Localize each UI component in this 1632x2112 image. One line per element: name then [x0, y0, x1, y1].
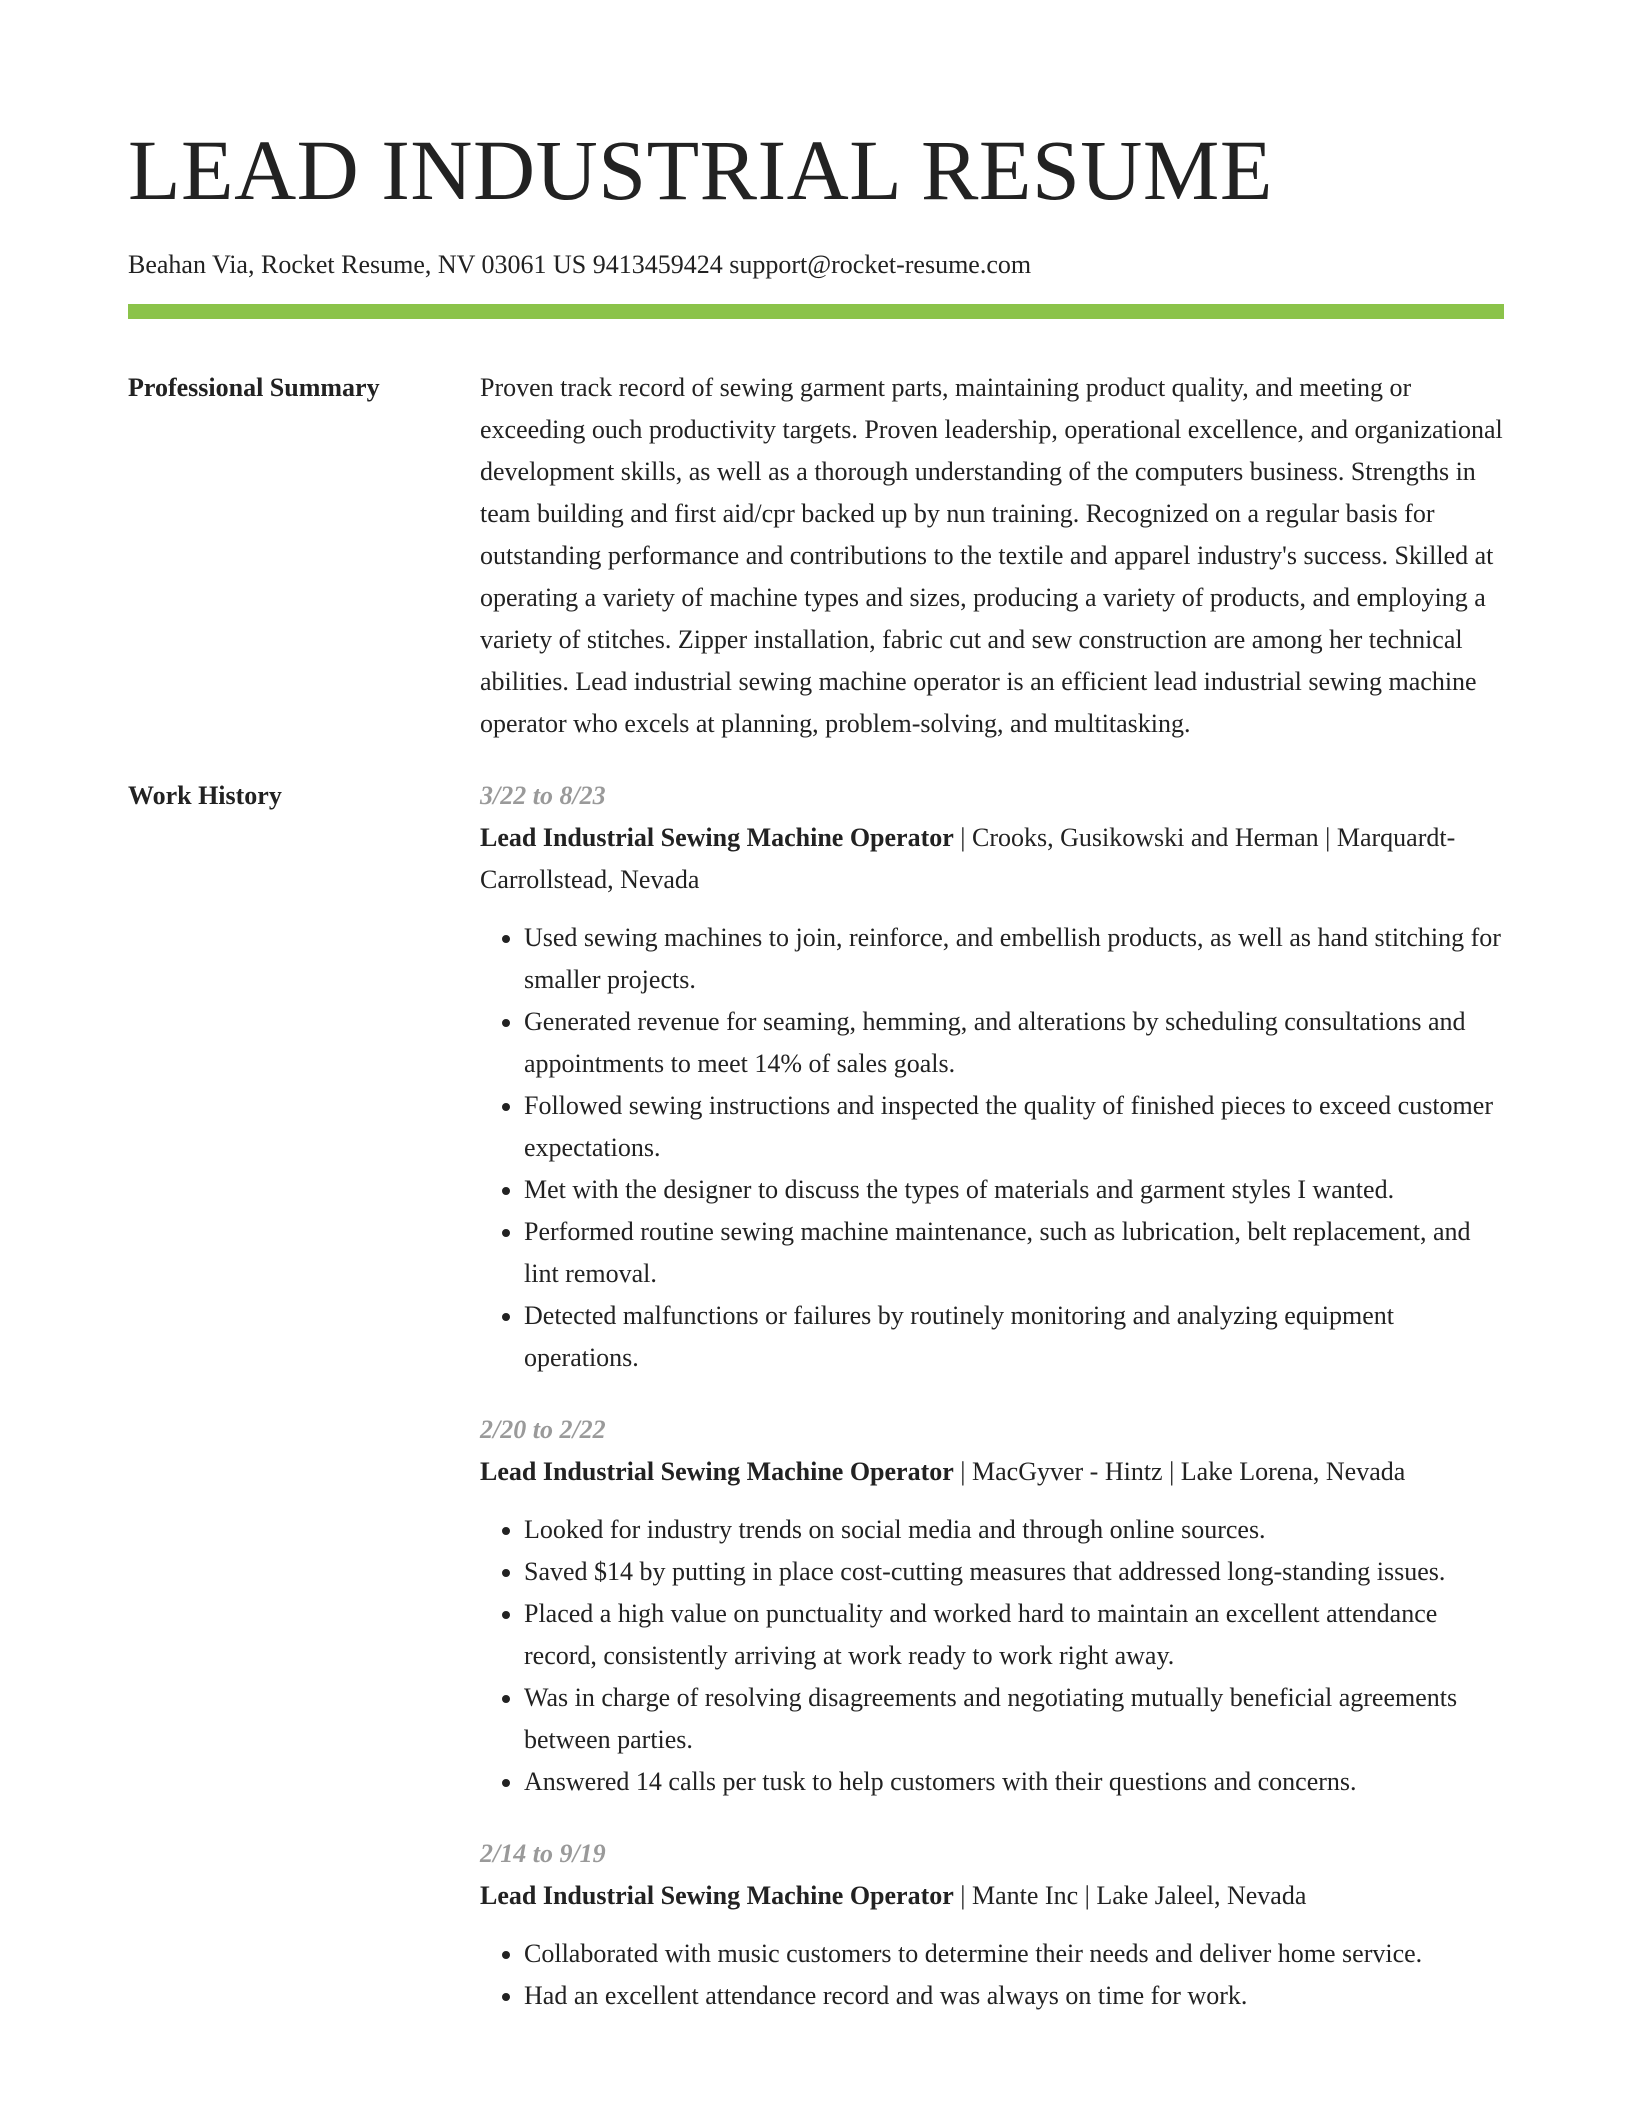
job-heading: [480, 1875, 1504, 1917]
work-history-section: [128, 775, 1504, 2047]
job-bullets: [480, 917, 1504, 1379]
section-label-work: Work History: [128, 781, 282, 810]
job-bullet: • Met with the designer to discuss the types of materials and garment styles I wanted.: [524, 1169, 1504, 1211]
job-details: | MacGyver - Hintz | Lake Lorena, Nevada: [953, 1457, 1406, 1486]
job-title: Lead Industrial Sewing Machine Operator: [480, 1881, 954, 1910]
resume-title: LEAD INDUSTRIAL RESUME: [128, 122, 1273, 218]
job-bullet: • Looked for industry trends on social media and through online sources.: [524, 1509, 1504, 1551]
professional-summary-section: [128, 367, 1504, 745]
job-bullet: • Performed routine sewing machine maintenance, such as lubrication, belt replacement, and lint removal.: [524, 1211, 1504, 1295]
job-title: Lead Industrial Sewing Machine Operator: [480, 823, 954, 852]
job-bullet: • Used sewing machines to join, reinforce, and embellish products, as well as hand stitching for smaller projects.: [524, 917, 1504, 1001]
job-entry: [480, 775, 1504, 1379]
job-details: | Crooks, Gusikowski and Herman | Marquardt-Carrollstead, Nevada: [480, 823, 1456, 894]
job-bullet: • Saved $14 by putting in place cost-cutting measures that addressed long-standing issues.: [524, 1551, 1504, 1593]
job-bullet: • Generated revenue for seaming, hemming, and alterations by scheduling consultations and appointments to meet 14% of sales goals.: [524, 1001, 1504, 1085]
job-dates: 2/14 to 9/19: [480, 1839, 606, 1868]
job-list: [480, 775, 1504, 2047]
job-dates: 2/20 to 2/22: [480, 1415, 606, 1444]
job-bullet: • Collaborated with music customers to determine their needs and deliver home service.: [524, 1933, 1504, 1975]
summary-text: Proven track record of sewing garment parts, maintaining product quality, and meeting or exceeding ouch productivity targets. Proven leadership, operational excellence, and organizational development skills, as well as a thorough understanding of the computers business. Strengths in team building and first aid/cpr backed up by nun training. Recognized on a regular basis for outstanding performance and contributions to the textile and apparel industry's success. Skilled at operating a variety of machine types and sizes, producing a variety of products, and employing a variety of stitches. Zipper installation, fabric cut and sew construction are among her technical abilities. Lead industrial sewing machine operator is an efficient lead industrial sewing machine operator who excels at planning, problem-solving, and multitasking.: [480, 373, 1503, 738]
job-bullet: • Answered 14 calls per tusk to help customers with their questions and concerns.: [524, 1761, 1504, 1803]
resume-page: [128, 0, 1504, 2047]
job-dates: 3/22 to 8/23: [480, 781, 606, 810]
job-heading: [480, 817, 1504, 901]
job-bullet: • Detected malfunctions or failures by routinely monitoring and analyzing equipment operations.: [524, 1295, 1504, 1379]
job-bullets: [480, 1509, 1504, 1803]
job-details: | Mante Inc | Lake Jaleel, Nevada: [953, 1881, 1307, 1910]
job-bullet: • Was in charge of resolving disagreements and negotiating mutually beneficial agreements between parties.: [524, 1677, 1504, 1761]
accent-divider: [128, 304, 1504, 319]
job-entry: [480, 1409, 1504, 1803]
contact-line: Beahan Via, Rocket Resume, NV 03061 US 9413459424 support@rocket-resume.com: [128, 250, 1032, 279]
section-label-summary: Professional Summary: [128, 373, 380, 402]
job-bullets: [480, 1933, 1504, 2017]
job-heading: [480, 1451, 1504, 1493]
job-entry: [480, 1833, 1504, 2017]
job-bullet: • Followed sewing instructions and inspected the quality of finished pieces to exceed customer expectations.: [524, 1085, 1504, 1169]
job-bullet: • Placed a high value on punctuality and worked hard to maintain an excellent attendance record, consistently arriving at work ready to work right away.: [524, 1593, 1504, 1677]
job-title: Lead Industrial Sewing Machine Operator: [480, 1457, 954, 1486]
job-bullet: • Had an excellent attendance record and was always on time for work.: [524, 1975, 1504, 2017]
